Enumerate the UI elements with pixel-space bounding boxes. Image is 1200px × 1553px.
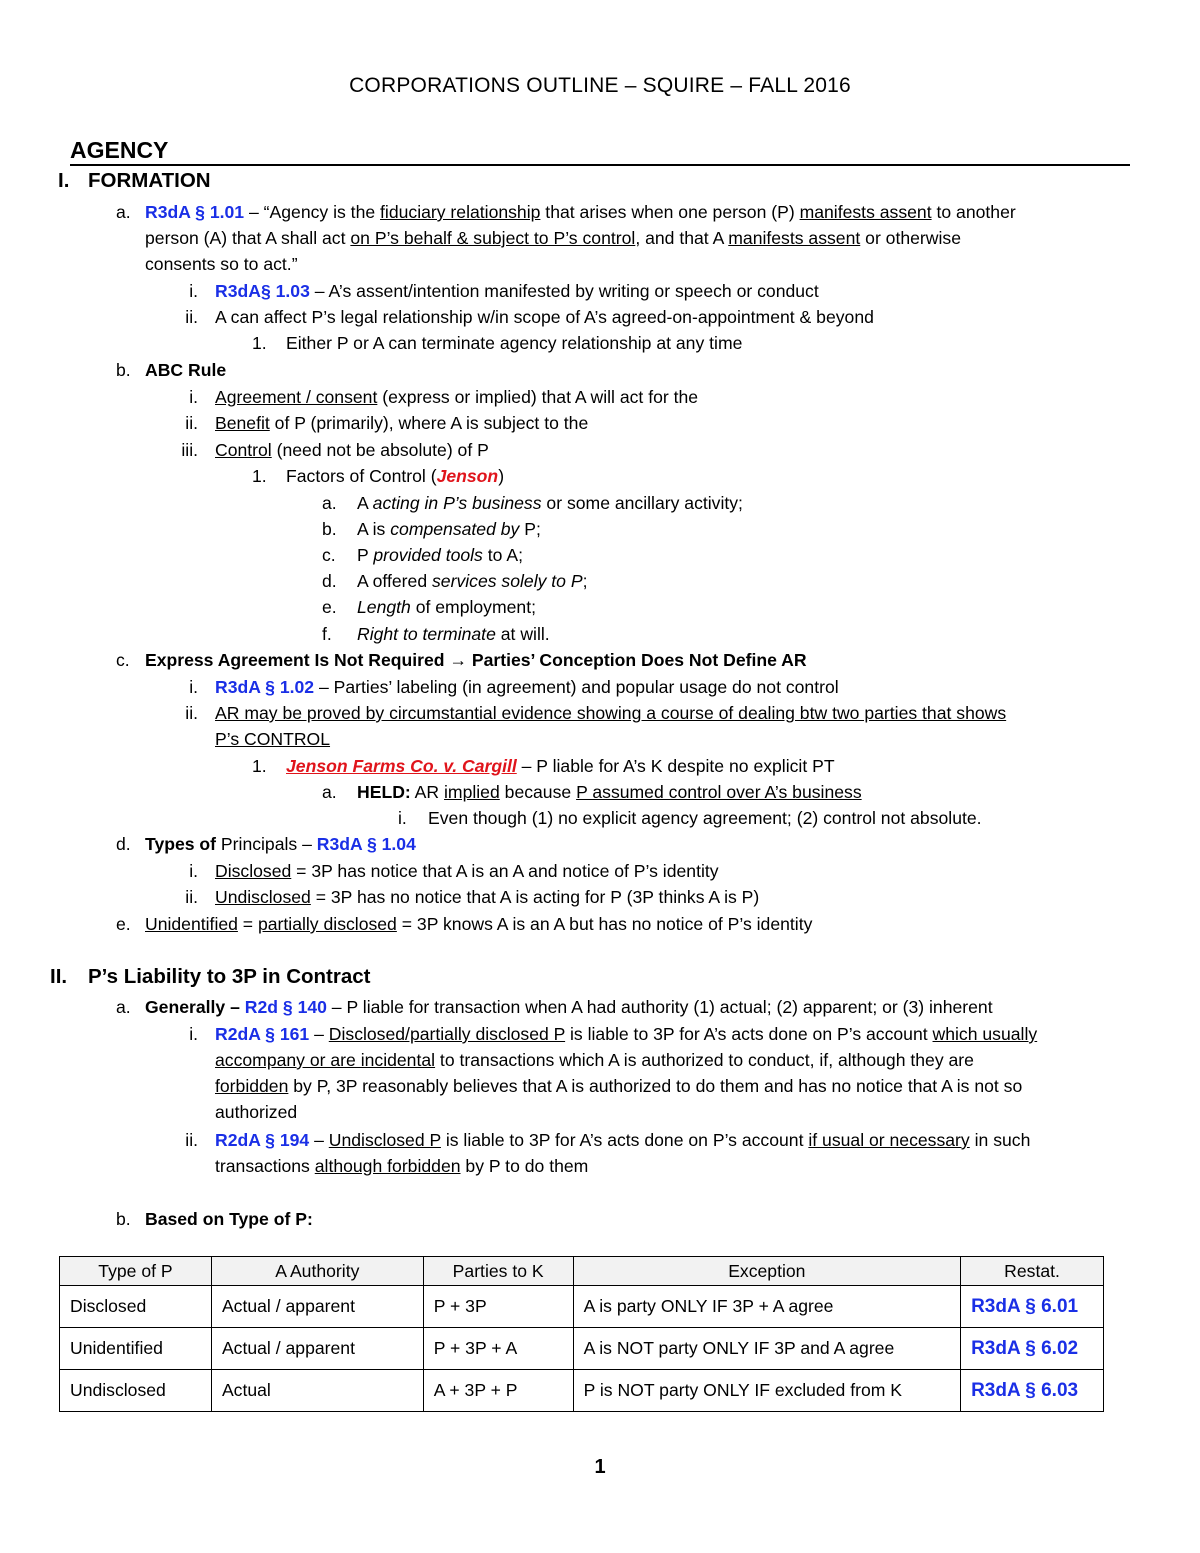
list-item: Undisclosed = 3P has no notice that A is acting for P (3P thinks A is P) [215, 887, 760, 907]
table-cell-citation: R3dA § 6.02 [961, 1328, 1104, 1370]
list-item: Factors of Control (Jenson) [286, 466, 505, 486]
table-header: Exception [573, 1257, 961, 1286]
list-item-continued: accompany or are incidental to transactions which A is authorized to conduct, if, although they are [215, 1050, 974, 1070]
item-marker: b. [322, 519, 337, 539]
table-cell: Unidentified [60, 1328, 212, 1370]
item-marker: iii. [181, 440, 198, 460]
item-marker: 1. [252, 756, 267, 776]
table-cell-citation: R3dA § 6.01 [961, 1286, 1104, 1328]
list-item: Even though (1) no explicit agency agreement; (2) control not absolute. [428, 808, 982, 828]
table-header: Type of P [60, 1257, 212, 1286]
table-cell: A is NOT party ONLY IF 3P and A agree [573, 1328, 961, 1370]
list-item: Benefit of P (primarily), where A is subject to the [215, 413, 589, 433]
item-marker: i. [189, 1024, 198, 1044]
table-header: Parties to K [423, 1257, 573, 1286]
list-item-continued: transactions although forbidden by P to do them [215, 1156, 589, 1176]
table-row [60, 1328, 1104, 1370]
item-marker: b. [116, 1209, 131, 1229]
table-cell: P is NOT party ONLY IF excluded from K [573, 1370, 961, 1412]
definition-line-1: R3dA § 1.01 – “Agency is the fiduciary relationship that arises when one person (P) manifests assent to another [145, 202, 1016, 222]
case-name: Jenson [436, 466, 499, 486]
item-marker: ii. [185, 307, 198, 327]
item-marker: c. [322, 545, 336, 565]
case-name: Jenson Farms Co. v. Cargill [286, 756, 517, 776]
item-marker: i. [189, 281, 198, 301]
heading-p-liability: P’s Liability to 3P in Contract [88, 965, 371, 988]
item-marker: f. [322, 624, 332, 644]
item-marker: 1. [252, 466, 267, 486]
item-marker: i. [398, 808, 407, 828]
citation: R2dA § 161 [215, 1024, 310, 1044]
table-cell: Actual / apparent [211, 1328, 423, 1370]
table-cell: Actual / apparent [211, 1286, 423, 1328]
item-marker: a. [322, 493, 337, 513]
table-cell: P + 3P [423, 1286, 573, 1328]
definition-line-2: person (A) that A shall act on P’s behalf & subject to P’s control, and that A manifests assent or otherwise [145, 228, 961, 248]
control-factor: Right to terminate at will. [357, 624, 550, 644]
table-cell: Actual [211, 1370, 423, 1412]
item-marker: d. [116, 834, 131, 854]
page-number: 1 [594, 1456, 606, 1478]
item-marker: e. [116, 914, 131, 934]
control-factor: P provided tools to A; [357, 545, 523, 565]
document-title: CORPORATIONS OUTLINE – SQUIRE – FALL 2016 [349, 74, 851, 97]
citation: R3dA § 1.01 [145, 202, 245, 222]
control-factor: A offered services solely to P; [357, 571, 588, 591]
list-item: Unidentified = partially disclosed = 3P knows A is an A but has no notice of P’s identity [145, 914, 813, 934]
item-marker: i. [189, 861, 198, 881]
subheading-generally: Generally – R2d § 140 – P liable for transaction when A had authority (1) actual; (2) apparent; or (3) inherent [145, 997, 993, 1017]
item-marker: c. [116, 650, 130, 670]
outline-marker-II: II. [50, 965, 68, 988]
item-marker: ii. [185, 703, 198, 723]
list-item-continued: forbidden by P, 3P reasonably believes that A is authorized to do them and has no notice that A is not so [215, 1076, 1023, 1096]
item-marker: b. [116, 360, 131, 380]
case-summary: Jenson Farms Co. v. Cargill – P liable for A’s K despite no explicit PT [286, 756, 835, 776]
item-marker: d. [322, 571, 337, 591]
list-item: Either P or A can terminate agency relationship at any time [286, 333, 743, 353]
citation: R3dA § 1.04 [316, 834, 416, 854]
item-marker: ii. [185, 1130, 198, 1150]
control-factor: A is compensated by P; [357, 519, 541, 539]
item-marker: ii. [185, 413, 198, 433]
list-item-continued: P’s CONTROL [215, 729, 331, 749]
list-item: Disclosed = 3P has notice that A is an A and notice of P’s identity [215, 861, 719, 881]
heading-formation: FORMATION [88, 169, 211, 192]
table-header-row [60, 1257, 1104, 1286]
table-cell: Disclosed [60, 1286, 212, 1328]
citation: R2d § 140 [244, 997, 327, 1017]
list-item-continued: authorized [215, 1102, 298, 1122]
table-header: A Authority [211, 1257, 423, 1286]
list-item: R3dA§ 1.03 – A’s assent/intention manifested by writing or speech or conduct [215, 281, 819, 301]
list-item: R2dA § 194 – Undisclosed P is liable to 3P for A’s acts done on P’s account if usual or necessary in such [215, 1130, 1031, 1150]
definition-line-3: consents so to act.” [145, 254, 298, 274]
item-marker: ii. [185, 887, 198, 907]
item-marker: 1. [252, 333, 267, 353]
table-header: Restat. [961, 1257, 1104, 1286]
holding: HELD: AR implied because P assumed control over A’s business [357, 782, 862, 802]
list-item: Agreement / consent (express or implied) that A will act for the [215, 387, 699, 407]
principal-type-table [59, 1256, 1104, 1412]
subheading-types-of-principals: Types of Principals – R3dA § 1.04 [145, 834, 416, 854]
list-item: A can affect P’s legal relationship w/in scope of A’s agreed-on-appointment & beyond [215, 307, 874, 327]
outline-marker-I: I. [58, 169, 70, 192]
subheading-based-on-type: Based on Type of P: [145, 1209, 313, 1229]
citation: R2dA § 194 [215, 1130, 310, 1150]
table-cell: A + 3P + P [423, 1370, 573, 1412]
table-cell: A is party ONLY IF 3P + A agree [573, 1286, 961, 1328]
control-factor: A acting in P’s business or some ancillary activity; [357, 493, 743, 513]
control-factor: Length of employment; [357, 597, 536, 617]
citation: R3dA§ 1.03 [215, 281, 310, 301]
list-item: R2dA § 161 – Disclosed/partially disclosed P is liable to 3P for A’s acts done on P’s account which usually [215, 1024, 1038, 1044]
table-row [60, 1370, 1104, 1412]
item-marker: a. [322, 782, 337, 802]
item-marker: i. [189, 677, 198, 697]
item-marker: a. [116, 202, 131, 222]
subheading-express-agreement: Express Agreement Is Not Required → Parties’ Conception Does Not Define AR [145, 650, 807, 670]
subheading-abc-rule: ABC Rule [145, 360, 227, 380]
citation: R3dA § 1.02 [215, 677, 315, 697]
table-cell: P + 3P + A [423, 1328, 573, 1370]
section-heading-agency: AGENCY [70, 136, 1130, 166]
table-row [60, 1286, 1104, 1328]
item-marker: i. [189, 387, 198, 407]
list-item: AR may be proved by circumstantial evidence showing a course of dealing btw two parties that shows [215, 703, 1007, 723]
item-marker: a. [116, 997, 131, 1017]
list-item: R3dA § 1.02 – Parties’ labeling (in agreement) and popular usage do not control [215, 677, 839, 697]
item-marker: e. [322, 597, 337, 617]
table-cell: Undisclosed [60, 1370, 212, 1412]
list-item: Control (need not be absolute) of P [215, 440, 489, 460]
table-cell-citation: R3dA § 6.03 [961, 1370, 1104, 1412]
